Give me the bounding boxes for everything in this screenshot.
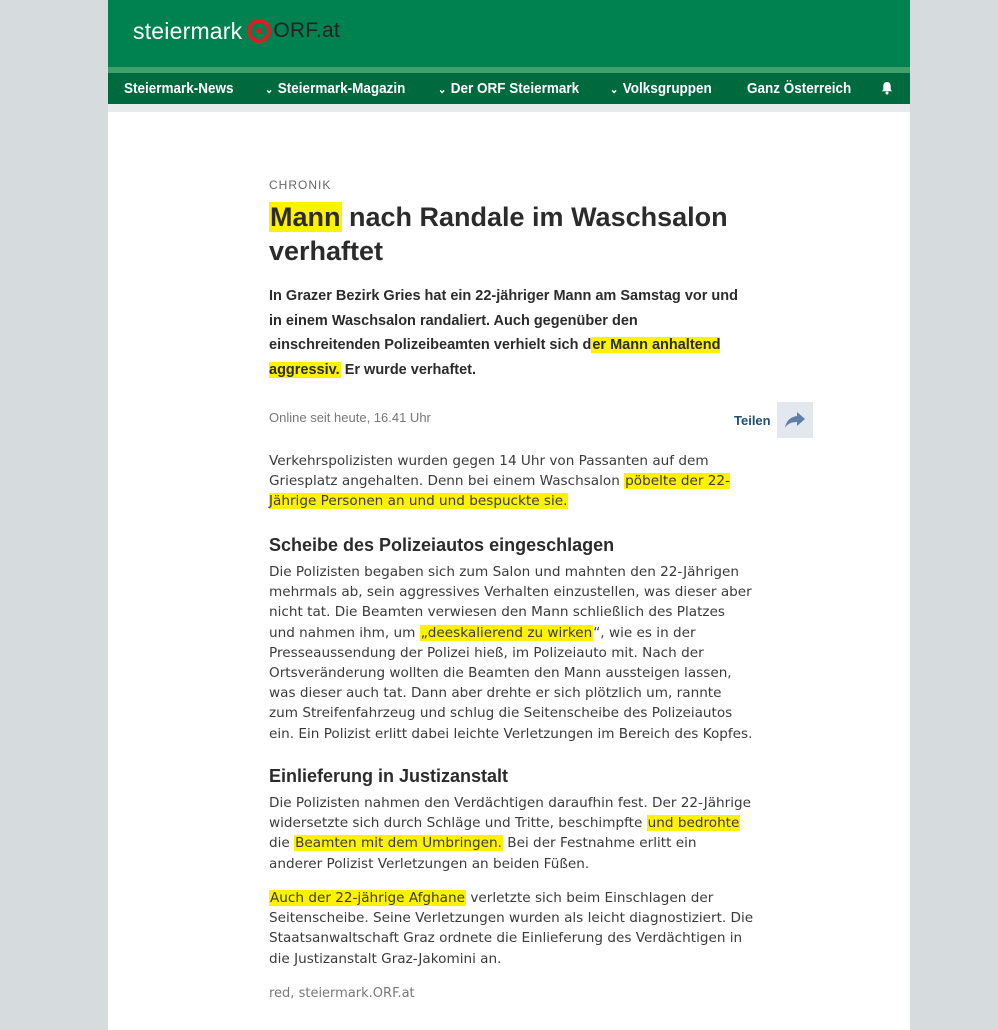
paragraph-highlight: pöbelte der 22-Jährige Personen an und und bespuckte sie. — [269, 473, 730, 510]
paragraph-4 — [269, 888, 754, 969]
article-source: red, steiermark.ORF.at — [269, 986, 415, 1001]
article-lead — [269, 284, 739, 382]
bell-icon[interactable] — [880, 81, 894, 95]
online-since: Online seit heute, 16.41 Uhr — [269, 410, 431, 425]
nav-label: Volksgruppen — [622, 80, 712, 97]
nav-item-steiermark-magazin[interactable] — [265, 73, 405, 104]
nav-item-ganz-oesterreich[interactable] — [747, 73, 851, 104]
logo-orf-text: ORF.at — [273, 19, 340, 42]
title-highlight: Mann — [270, 202, 341, 232]
chevron-down-icon: ⌄ — [610, 84, 619, 96]
site-header — [108, 0, 910, 67]
chevron-down-icon: ⌄ — [438, 84, 447, 96]
nav-item-volksgruppen[interactable] — [610, 73, 712, 104]
paragraph-text: Die Polizisten nahmen den Verdächtigen daraufhin fest. Der 22-Jährige widersetzte sich durch Schläge und Tritte, beschimpfte — [269, 795, 752, 832]
share-button[interactable] — [734, 402, 813, 438]
nav-item-der-orf-steiermark[interactable] — [438, 73, 579, 104]
nav-divider — [108, 104, 910, 112]
paragraph-text: verletzte sich beim Einschlagen der Seitenscheibe. Seine Verletzungen wurden als leicht diagnostiziert. Die Staatsanwaltschaft Graz ordnete die Einlieferung des Verdächtigen in die Justizanstalt Graz-Jakomini an. — [269, 890, 754, 967]
paragraph-text: “, wie es in der Presseaussendung der Polizei hieß, im Polizeiauto mit. Nach der Ortsveränderung wollten die Beamten den Mann aussteigen lassen, was dieser auch tat. Dann aber drehte er sich plötzlich um, rannte zum Streifenfahrzeug und schlug die Seitenscheibe des Polizeiautos ein. Ein Polizist erlitt dabei leichte Verletzungen im Bereich des Kopfes. — [269, 624, 753, 742]
nav-label: Ganz Österreich — [747, 80, 852, 97]
lead-text: Er wurde verhaftet. — [340, 361, 477, 378]
paragraph-2 — [269, 562, 754, 744]
share-arrow-icon[interactable] — [777, 402, 813, 438]
paragraph-text: Die Polizisten begaben sich zum Salon und mahnten den 22-Jährigen mehrmals ab, sein aggressives Verhalten einzustellen, was dieser aber nicht tat. Die Beamten verwiesen den Mann schließlich des Platzes und nahmen ihm, um — [269, 564, 752, 641]
lead-text: In Grazer Bezirk Gries hat ein 22-jähriger Mann am Samstag vor und in einem Waschsalon randaliert. Auch gegenüber den einschreitenden Polizeibeamten verhielt sich d — [269, 288, 738, 353]
paragraph-1 — [269, 451, 754, 512]
subheading-1: Scheibe des Polizeiautos eingeschlagen — [269, 535, 615, 555]
paragraph-text: Verkehrspolizisten wurden gegen 14 Uhr von Passanten auf dem Griesplatz angehalten. Denn bei einem Waschsalon — [269, 453, 709, 490]
paragraph-highlight: Auch der 22-jährige Afghane — [270, 890, 465, 906]
logo-text: steiermark — [133, 17, 243, 44]
subheading-2: Einlieferung in Justizanstalt — [269, 766, 509, 786]
paragraph-text: Bei der Festnahme erlitt ein anderer Polizist Verletzungen an beiden Füßen. — [269, 835, 697, 872]
nav-label: Steiermark-Magazin — [277, 80, 406, 97]
article-title — [269, 200, 739, 268]
paragraph-highlight: „deeskalierend zu wirken — [420, 624, 593, 641]
paragraph-highlight: und bedrohte — [647, 815, 740, 832]
chevron-down-icon: ⌄ — [265, 84, 274, 96]
lead-highlight: er Mann anhaltend aggressiv. — [269, 337, 721, 378]
paragraph-3 — [269, 793, 754, 874]
title-rest: nach Randale im Waschsalon verhaftet — [269, 202, 728, 266]
site-logo[interactable] — [133, 14, 340, 48]
paragraph-text: die — [269, 835, 295, 852]
nav-item-steiermark-news[interactable] — [124, 73, 234, 104]
paragraph-highlight: Beamten mit dem Umbringen. — [295, 835, 502, 852]
nav-label: Steiermark-News — [124, 80, 234, 97]
nav-label: Der ORF Steiermark — [450, 80, 580, 97]
page — [108, 0, 910, 1030]
main-nav — [108, 73, 910, 104]
article-category[interactable]: CHRONIK — [269, 178, 332, 192]
share-label: Teilen — [734, 412, 771, 428]
orf-logo-icon — [247, 19, 271, 43]
